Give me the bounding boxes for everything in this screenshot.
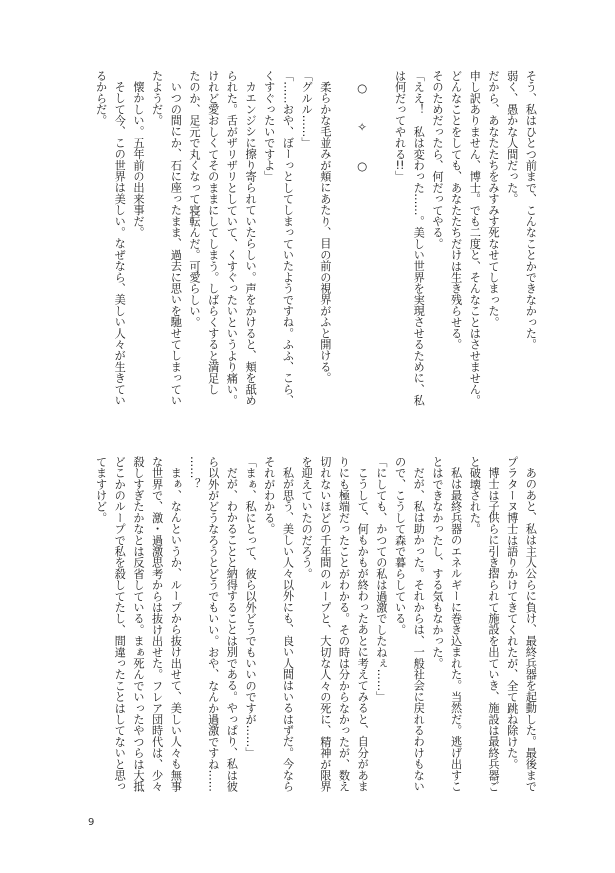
- text-line: カエンジシに擦り寄られていたらしい。声をかけると、頬を舐め: [244, 81, 258, 406]
- circle-ornament-icon: ○: [355, 81, 370, 96]
- text-line: あのあと、私は主人公らに負け、最終兵器を起動した。最後まで: [524, 467, 538, 792]
- circle-ornament-icon: ○: [355, 158, 370, 173]
- text-line: ので、こうして森で暮らしている。: [393, 456, 407, 636]
- text-line: られた。舌がザリザリとしていて、くすぐったいというより痛い。: [225, 70, 239, 406]
- text-line: そう、私はひとつ前まで、こんなことかできなかった。: [524, 70, 538, 350]
- sparkle-ornament-icon: ✧: [355, 119, 370, 134]
- text-line: るからだ。: [94, 70, 108, 126]
- text-line: と破壊された。: [468, 456, 482, 535]
- text-line: 弱く、愚かな人間だった。: [505, 70, 519, 205]
- dialogue-line: くすぐったいですよ」: [262, 70, 276, 182]
- dialogue-line: 「ええ！ 私は変わった……。美しい世界を実現させるために、私: [412, 70, 426, 406]
- text-line: まぁ、なんというか、ループから抜け出せて、美しい人々も無事: [169, 467, 183, 792]
- text-line: 殺しすぎたかなとは反省している。まぁ死んでいったやつらは大抵: [131, 456, 145, 792]
- text-line: だが、わかることと納得することは別である。やっぱり、私は彼: [225, 467, 239, 792]
- dialogue-line: 「まぁ、私にとって、彼ら以外どうでもいいのですが……」: [244, 456, 258, 759]
- text-line: とはできなかったし、する気もなかった。: [430, 456, 444, 669]
- text-line: プラターヌ博士は語りかけてきてくれたが、全て跳ね除けた。: [505, 456, 519, 770]
- text-line: こうして、何もかもが終わったあとに考えてみると、自分があま: [356, 467, 370, 792]
- blank-line: [371, 70, 390, 410]
- text-line: りにも極端だったことがわかる。その時は分からなかったが、数え: [337, 456, 351, 792]
- text-line: 私は最終兵器のエネルギーに巻き込まれた。当然だ。逃げ出すこ: [449, 467, 463, 792]
- dialogue-line: 「……おや、ぼーっとしてしまっていたようですね。ふふ、こら、: [281, 70, 295, 406]
- dialogue-line: [390, 70, 409, 410]
- text-line: 懐かしい。五年前の出来事だ。: [131, 81, 145, 238]
- text-line: 私が思う、美しい人々以外にも、良い人間はいるはずだ。今なら: [281, 467, 295, 792]
- dialogue-line: 「グルル……」: [300, 70, 314, 149]
- lower-text-block: [91, 456, 540, 796]
- text-line: 博士は子供らに引き摺られて施設を出ていき、施設は最終兵器ご: [486, 467, 500, 792]
- text-line: な世界で、激・過激思考からは抜け出せた。フレア団時代は、少々: [150, 456, 164, 792]
- text-line: 申し訳ありません、博士。でも二度と、そんなことはさせません。: [468, 70, 482, 406]
- text-line: それがわかる。: [262, 456, 276, 535]
- text-line: を迎えていたのだろう。: [300, 456, 314, 580]
- text-line: だから、あなたたちをみすみす死なせてしまった。: [486, 70, 500, 328]
- shout-text: は何だってやれる: [393, 70, 407, 160]
- page-number: 9: [88, 817, 95, 828]
- scene-break-ornament: [352, 70, 371, 410]
- text-line: てますけど。: [94, 456, 108, 524]
- text-line: ら以外がどうなろうとどうでもいい。おや、なんか過激ですね……: [206, 456, 220, 792]
- text-line: どこかのループで私を殺してたし、間違ったことはしてないと思っ: [113, 456, 127, 792]
- text-line: そして今、この世界は美しい。なぜなら、美しい人々が生きてい: [113, 81, 127, 406]
- blank-line: [334, 70, 353, 410]
- exclamation-mark: !!: [395, 159, 405, 171]
- text-line: そのためだったら、何だってやる。: [430, 70, 444, 250]
- text-line: たのか、足元で丸くなって寝転んだ。可愛らしい。: [187, 70, 201, 328]
- text-line: 切れないほどの千年間のループと、大切な人々の死に、精神が限界: [318, 456, 332, 792]
- closing-bracket: 」: [393, 170, 407, 183]
- text-line: たようだ。: [150, 70, 164, 126]
- text-line: どんなことをしても、あなたたちだけは生き残らせる。: [449, 70, 463, 350]
- text-line: ……？: [187, 456, 201, 490]
- upper-text-block: [91, 70, 540, 410]
- text-line: いつの間にか、石に座ったまま、過去に思いを馳せてしまってい: [169, 81, 183, 406]
- text-line: だが、私は助かった。それからは、一般社会に戻れるわけもない: [412, 467, 426, 792]
- text-line: 柔らかな毛並みが頬にあたり、目の前の視界がふと開ける。: [318, 81, 332, 384]
- text-line: けれど愛おしくてそのままにしてしまう。しばらくすると満足し: [206, 70, 220, 395]
- dialogue-line: 「にしても、かつての私は過激でしたねぇ……」: [374, 456, 388, 703]
